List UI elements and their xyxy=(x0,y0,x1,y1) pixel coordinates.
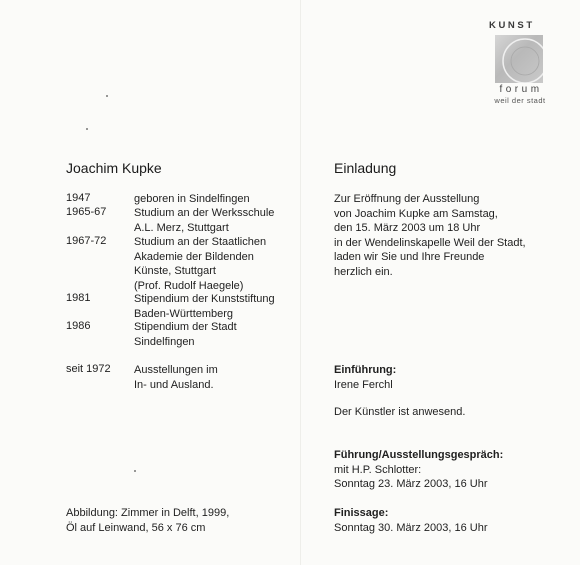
finissage-section xyxy=(334,506,487,535)
invitation-line: herzlich ein. xyxy=(334,265,393,278)
guided-tour-guide: mit H.P. Schlotter: xyxy=(334,463,422,476)
logo-subtitle: forum xyxy=(499,84,543,95)
bio-description xyxy=(134,363,218,392)
kunstforum-logo xyxy=(489,20,553,106)
bio-year: 1947 xyxy=(66,192,91,204)
bio-line: Baden-Württemberg xyxy=(134,307,234,320)
bio-description xyxy=(134,235,266,293)
finissage-date: Sonntag 30. März 2003, 16 Uhr xyxy=(334,521,488,534)
bio-line: A.L. Merz, Stuttgart xyxy=(134,221,229,234)
invitation-line: laden wir Sie und Ihre Freunde xyxy=(334,251,485,263)
bio-line: Stipendium der Stadt xyxy=(134,321,237,333)
bio-line: In- und Ausland. xyxy=(134,378,214,391)
guided-tour-section xyxy=(334,448,503,492)
invitation-line: von Joachim Kupke am Samstag, xyxy=(334,207,498,220)
bio-line: Stipendium der Kunststiftung xyxy=(134,293,275,305)
bio-year: 1986 xyxy=(66,320,91,332)
introduction-label: Einführung: xyxy=(334,364,397,376)
bio-description xyxy=(134,206,274,235)
invitation-line: in der Wendelinskapelle Weil der Stadt, xyxy=(334,236,526,249)
bio-line: geboren in Sindelfingen xyxy=(134,193,250,205)
guided-tour-label: Führung/Ausstellungsgespräch: xyxy=(334,449,504,461)
fold-line xyxy=(300,0,301,565)
artist-present-note: Der Künstler ist anwesend. xyxy=(334,406,466,418)
image-caption xyxy=(66,506,229,535)
invitation-line: Zur Eröffnung der Ausstellung xyxy=(334,193,480,205)
bio-description xyxy=(134,320,237,349)
finissage-label: Finissage: xyxy=(334,507,389,519)
guided-tour-date: Sonntag 23. März 2003, 16 Uhr xyxy=(334,478,488,490)
bio-year: 1967-72 xyxy=(66,235,107,247)
bio-line: (Prof. Rudolf Haegele) xyxy=(134,279,244,292)
logo-mark xyxy=(495,35,543,83)
bio-year: seit 1972 xyxy=(66,363,111,375)
bio-description xyxy=(134,192,250,207)
bio-line: Künste, Stuttgart xyxy=(134,265,216,277)
invitation-text xyxy=(334,192,526,279)
caption-line: Abbildung: Zimmer in Delft, 1999, xyxy=(66,507,230,519)
invitation-heading: Einladung xyxy=(334,160,397,176)
bio-line: Ausstellungen im xyxy=(134,364,218,376)
print-speck xyxy=(86,128,88,130)
print-speck xyxy=(106,95,108,97)
introduction-section xyxy=(334,363,396,392)
print-speck xyxy=(134,470,136,472)
bio-line: Sindelfingen xyxy=(134,335,195,348)
bio-year: 1981 xyxy=(66,292,91,304)
bio-line: Akademie der Bildenden xyxy=(134,250,254,263)
bio-line: Studium an der Werksschule xyxy=(134,207,275,219)
bio-line: Studium an der Staatlichen xyxy=(134,236,267,248)
invitation-line: den 15. März 2003 um 18 Uhr xyxy=(334,222,481,234)
introduction-speaker: Irene Ferchl xyxy=(334,378,393,391)
bio-year: 1965-67 xyxy=(66,206,107,218)
bio-description xyxy=(134,292,275,321)
logo-tagline: weil der stadt xyxy=(494,96,546,105)
artist-name-heading: Joachim Kupke xyxy=(66,160,162,176)
caption-line: Öl auf Leinwand, 56 x 76 cm xyxy=(66,521,206,534)
logo-word: KUNST xyxy=(489,20,535,31)
